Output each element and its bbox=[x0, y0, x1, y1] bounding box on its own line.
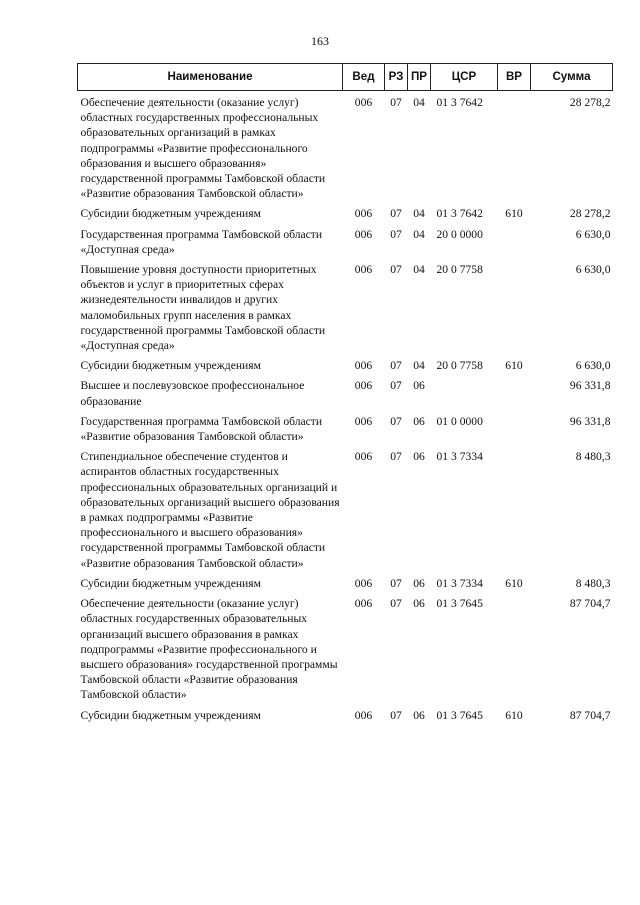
table-row bbox=[78, 91, 613, 207]
header-row bbox=[78, 64, 613, 91]
cell-name: Высшее и послевузовское профессиональное образование bbox=[80, 379, 305, 408]
cell-rz: 07 bbox=[390, 597, 402, 611]
cell-pr: 06 bbox=[413, 450, 425, 464]
cell-name: Повышение уровня доступности приоритетных объектов и услуг в приоритетных сферах жизнедеятельности инвалидов и других маломобильных групп населения в рамках государственной программы Тамбовской области «Доступная среда» bbox=[80, 263, 326, 353]
cell-name: Государственная программа Тамбовской области «Доступная среда» bbox=[80, 227, 323, 256]
cell-ved: 006 bbox=[354, 414, 373, 428]
table-row bbox=[78, 708, 613, 728]
cell-sum: 28 278,2 bbox=[569, 96, 611, 109]
cell-vr: 610 bbox=[505, 708, 523, 722]
cell-csr: 01 3 7642 bbox=[436, 207, 483, 221]
cell-vr: 610 bbox=[505, 207, 523, 221]
cell-vr bbox=[498, 227, 531, 262]
cell-ved: 006 bbox=[354, 576, 373, 590]
cell-rz: 07 bbox=[390, 96, 402, 109]
cell-csr bbox=[431, 378, 498, 413]
cell-vr bbox=[498, 378, 531, 413]
cell-vr bbox=[498, 449, 531, 576]
cell-pr: 04 bbox=[413, 96, 425, 109]
cell-pr: 06 bbox=[413, 414, 425, 428]
cell-ved: 006 bbox=[354, 207, 373, 221]
cell-sum: 8 480,3 bbox=[575, 450, 611, 464]
table-row bbox=[78, 227, 613, 262]
cell-vr bbox=[498, 91, 531, 207]
cell-rz: 07 bbox=[390, 227, 402, 241]
cell-vr bbox=[498, 262, 531, 358]
cell-vr bbox=[498, 414, 531, 449]
cell-name: Обеспечение деятельности (оказание услуг) областных государственных профессиональных образовательных организаций в рамках подпрограммы «Развитие профессионального образования и высшего образования» государственной программы Тамбовской области «Развитие образования Тамбовской области» bbox=[80, 96, 326, 201]
cell-rz: 07 bbox=[390, 207, 402, 221]
table-row bbox=[78, 414, 613, 449]
cell-csr: 01 3 7645 bbox=[436, 597, 483, 611]
header-ved: Вед bbox=[343, 64, 385, 91]
cell-sum: 6 630,0 bbox=[575, 263, 611, 277]
cell-rz: 07 bbox=[390, 576, 402, 590]
cell-rz: 07 bbox=[390, 414, 402, 428]
cell-ved: 006 bbox=[354, 708, 373, 722]
cell-pr: 04 bbox=[413, 227, 425, 241]
cell-rz: 07 bbox=[390, 450, 402, 464]
table-row bbox=[78, 449, 613, 576]
table-row bbox=[78, 576, 613, 596]
cell-pr: 06 bbox=[413, 708, 425, 722]
cell-sum: 6 630,0 bbox=[575, 359, 611, 373]
cell-pr: 04 bbox=[413, 207, 425, 221]
table-row bbox=[78, 206, 613, 226]
header-rz: РЗ bbox=[385, 64, 408, 91]
cell-pr: 04 bbox=[413, 359, 425, 373]
cell-ved: 006 bbox=[354, 96, 373, 109]
cell-sum: 87 704,7 bbox=[569, 708, 611, 722]
cell-vr bbox=[498, 596, 531, 707]
table-row bbox=[78, 262, 613, 358]
table-row bbox=[78, 596, 613, 707]
table-body bbox=[78, 91, 613, 728]
cell-sum: 6 630,0 bbox=[575, 227, 611, 241]
page-number: 163 bbox=[311, 34, 329, 48]
cell-sum: 96 331,8 bbox=[569, 379, 611, 393]
cell-rz: 07 bbox=[390, 263, 402, 277]
cell-sum: 96 331,8 bbox=[569, 414, 611, 428]
cell-rz: 07 bbox=[390, 359, 402, 373]
cell-ved: 006 bbox=[354, 450, 373, 464]
header-sum: Сумма bbox=[531, 64, 613, 91]
cell-ved: 006 bbox=[354, 359, 373, 373]
budget-table bbox=[77, 63, 613, 728]
cell-name: Субсидии бюджетным учреждениям bbox=[80, 207, 261, 221]
cell-csr: 20 0 0000 bbox=[436, 227, 483, 241]
cell-pr: 06 bbox=[413, 597, 425, 611]
cell-name: Субсидии бюджетным учреждениям bbox=[80, 576, 261, 590]
cell-csr: 01 3 7645 bbox=[436, 708, 483, 722]
table-header bbox=[78, 64, 613, 91]
header-csr: ЦСР bbox=[431, 64, 498, 91]
cell-name: Субсидии бюджетным учреждениям bbox=[80, 708, 261, 722]
cell-ved: 006 bbox=[354, 379, 373, 393]
table-row bbox=[78, 358, 613, 378]
cell-ved: 006 bbox=[354, 263, 373, 277]
cell-csr: 01 3 7334 bbox=[436, 450, 483, 464]
cell-sum: 28 278,2 bbox=[569, 207, 611, 221]
cell-rz: 07 bbox=[390, 708, 402, 722]
cell-csr: 01 3 7642 bbox=[436, 96, 483, 109]
cell-pr: 04 bbox=[413, 263, 425, 277]
table-row bbox=[78, 378, 613, 413]
cell-pr: 06 bbox=[413, 379, 425, 393]
cell-ved: 006 bbox=[354, 597, 373, 611]
cell-csr: 20 0 7758 bbox=[436, 359, 483, 373]
cell-name: Субсидии бюджетным учреждениям bbox=[80, 359, 261, 373]
cell-csr: 01 3 7334 bbox=[436, 576, 483, 590]
cell-csr: 01 0 0000 bbox=[436, 414, 483, 428]
cell-csr: 20 0 7758 bbox=[436, 263, 483, 277]
header-name: Наименование bbox=[78, 64, 343, 91]
cell-ved: 006 bbox=[354, 227, 373, 241]
cell-name: Стипендиальное обеспечение студентов и аспирантов областных государственных профессиональных образовательных организаций и образовательных организаций высшего образования в рамках подпрограммы «Развитие профессионального и высшего образования» государственной программы Тамбовской области «Развитие образования Тамбовской области» bbox=[80, 450, 340, 570]
cell-vr: 610 bbox=[505, 359, 523, 373]
cell-sum: 87 704,7 bbox=[569, 597, 611, 611]
cell-name: Обеспечение деятельности (оказание услуг) областных государственных образовательных организаций высшего образования в рамках подпрограммы «Развитие профессионального и высшего образования» государственной программы Тамбовской области «Развитие образования Тамбовской области» bbox=[80, 597, 338, 702]
cell-pr: 06 bbox=[413, 576, 425, 590]
header-pr: ПР bbox=[408, 64, 431, 91]
header-vr: ВР bbox=[498, 64, 531, 91]
cell-vr: 610 bbox=[505, 576, 523, 590]
cell-name: Государственная программа Тамбовской области «Развитие образования Тамбовской области» bbox=[80, 414, 323, 444]
cell-rz: 07 bbox=[390, 379, 402, 393]
cell-sum: 8 480,3 bbox=[575, 576, 611, 590]
